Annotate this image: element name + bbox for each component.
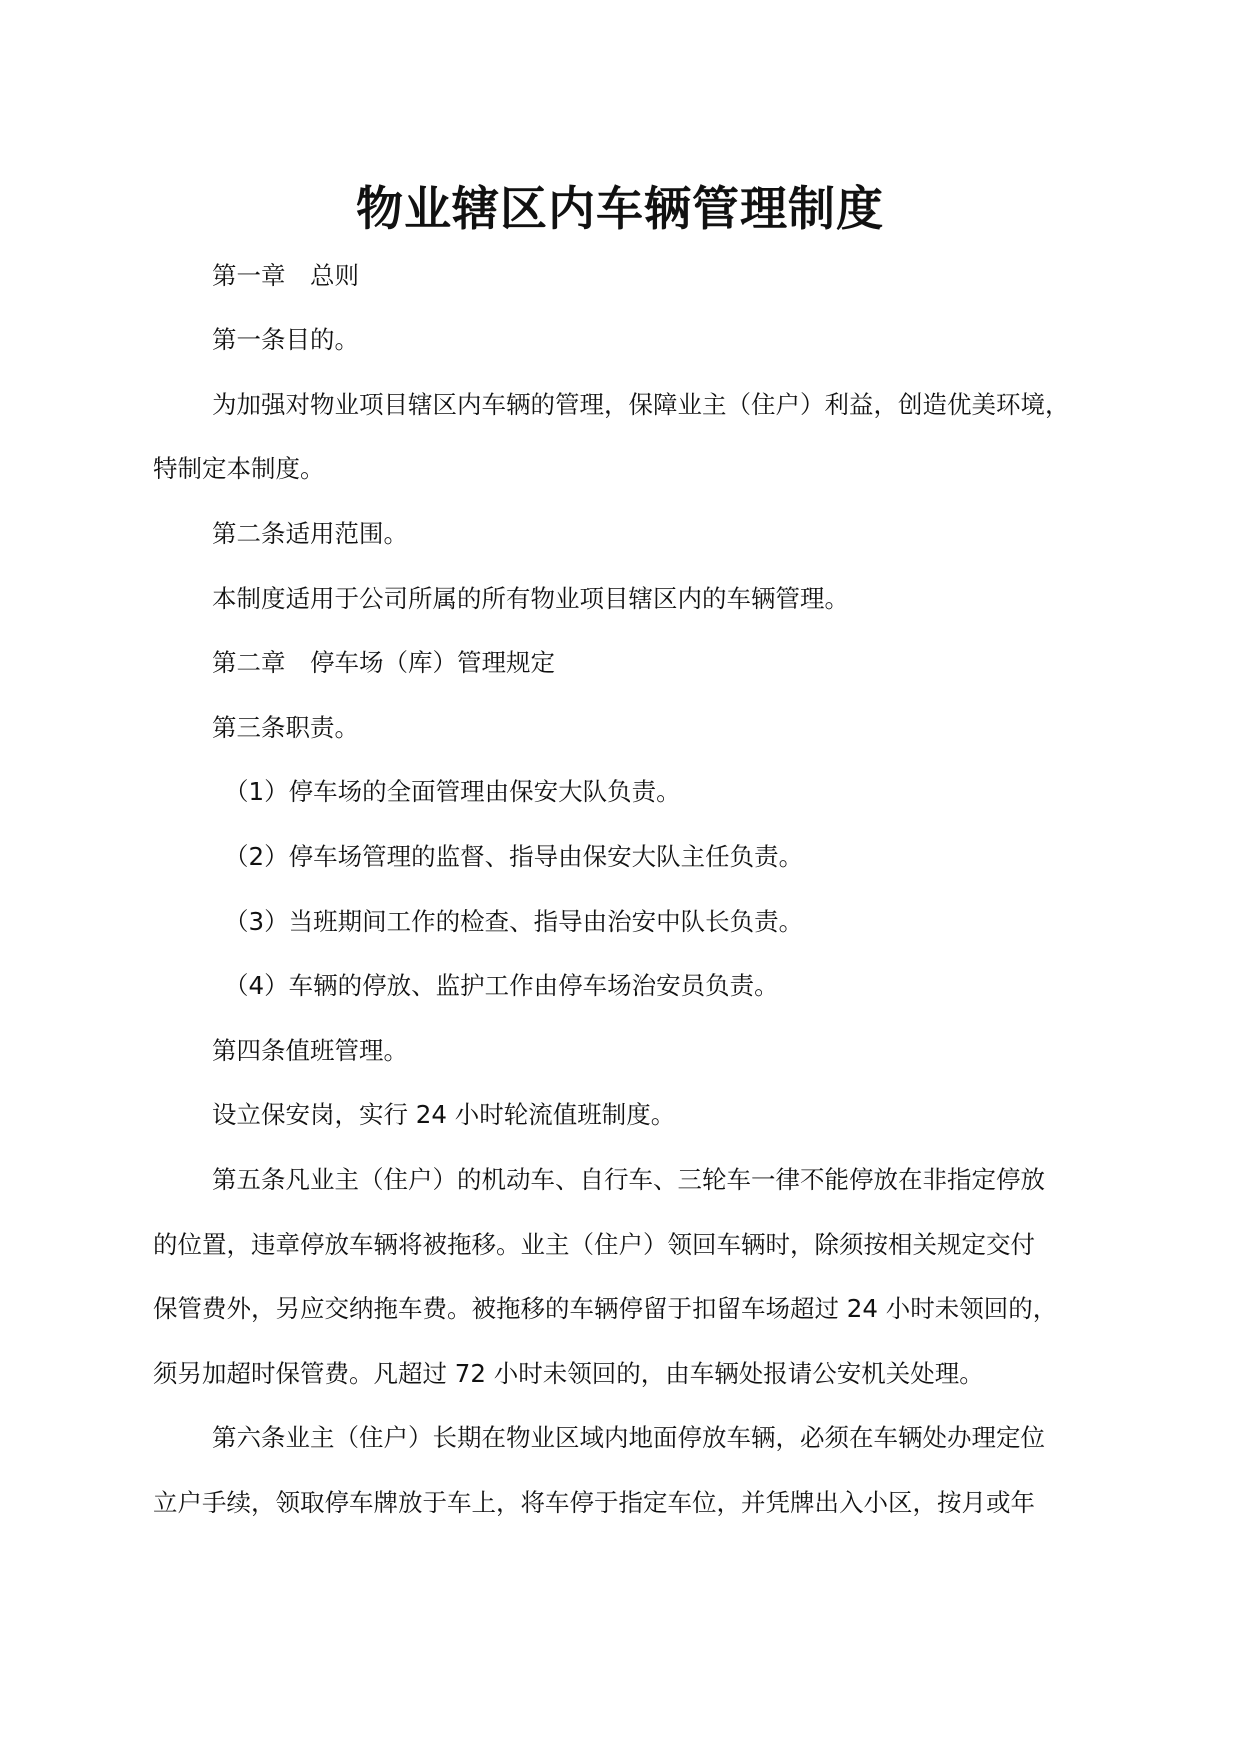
article-1-text-line-1: 为加强对物业项目辖区内车辆的管理，保障业主（住户）利益，创造优美环境， (212, 390, 1070, 419)
article-3-heading: 第三条职责。 (212, 713, 359, 742)
article-3-item-2: （2）停车场管理的监督、指导由保安大队主任负责。 (224, 842, 804, 871)
article-5-text-line-4: 须另加超时保管费。凡超过 72 小时未领回的，由车辆处报请公安机关处理。 (153, 1359, 984, 1388)
chapter-1-heading: 第一章 总则 (212, 261, 359, 290)
article-2-text: 本制度适用于公司所属的所有物业项目辖区内的车辆管理。 (212, 584, 849, 613)
article-3-item-4: （4）车辆的停放、监护工作由停车场治安员负责。 (224, 971, 779, 1000)
article-6-text-line-1: 第六条业主（住户）长期在物业区域内地面停放车辆，必须在车辆处办理定位 (212, 1423, 1045, 1452)
article-2-heading: 第二条适用范围。 (212, 519, 408, 548)
article-3-item-1: （1）停车场的全面管理由保安大队负责。 (224, 777, 681, 806)
article-5-text-line-1: 第五条凡业主（住户）的机动车、自行车、三轮车一律不能停放在非指定停放 (212, 1165, 1045, 1194)
article-4-heading: 第四条值班管理。 (212, 1036, 408, 1065)
article-1-text-line-2: 特制定本制度。 (153, 454, 325, 483)
document-title: 物业辖区内车辆管理制度 (356, 182, 884, 237)
article-6-text-line-2: 立户手续，领取停车牌放于车上，将车停于指定车位，并凭牌出入小区，按月或年 (153, 1488, 1035, 1517)
article-4-text: 设立保安岗，实行 24 小时轮流值班制度。 (212, 1100, 676, 1129)
article-5-text-line-3: 保管费外，另应交纳拖车费。被拖移的车辆停留于扣留车场超过 24 小时未领回的， (153, 1294, 1058, 1323)
article-5-text-line-2: 的位置，违章停放车辆将被拖移。业主（住户）领回车辆时，除须按相关规定交付 (153, 1230, 1035, 1259)
article-3-item-3: （3）当班期间工作的检查、指导由治安中队长负责。 (224, 907, 804, 936)
article-1-heading: 第一条目的。 (212, 325, 359, 354)
chapter-2-heading: 第二章 停车场（库）管理规定 (212, 648, 555, 677)
